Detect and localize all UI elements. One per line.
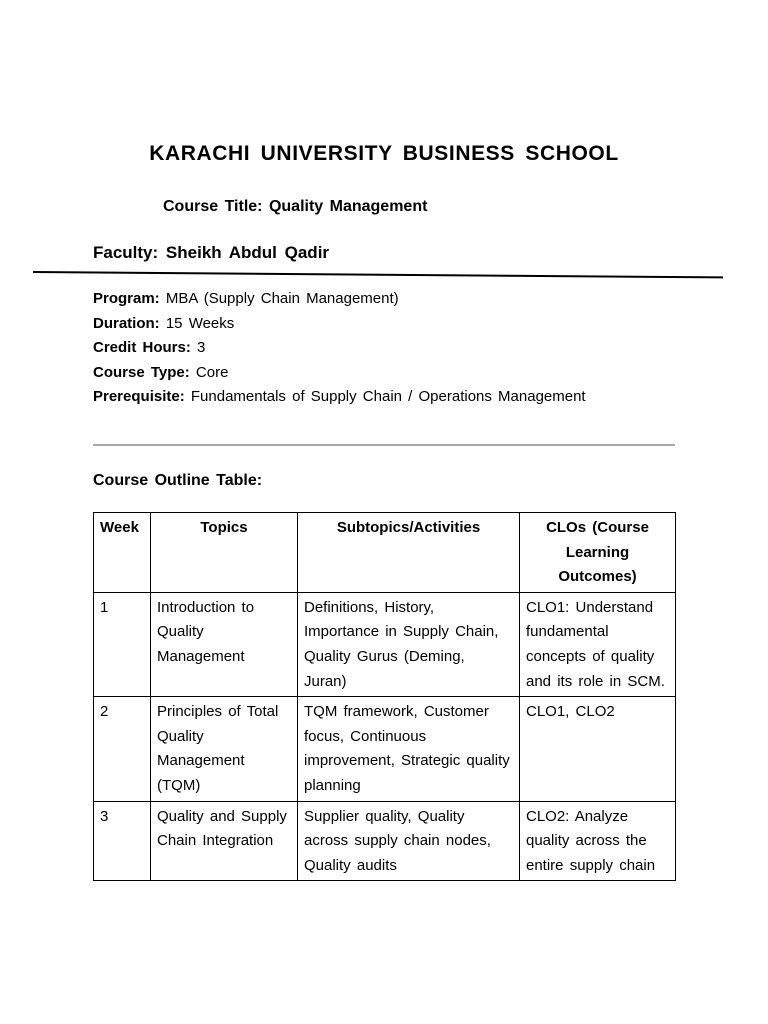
column-header-subtopics: Subtopics/Activities <box>298 513 520 593</box>
course-title <box>163 198 427 216</box>
clos-cell: CLO1: Understand fundamental concepts of quality and its role in SCM. <box>520 592 676 696</box>
clos-cell: CLO2: Analyze quality across the entire supply chain <box>520 801 676 881</box>
table-row <box>94 697 676 801</box>
week-cell: 1 <box>94 592 151 696</box>
table-header-row <box>94 513 676 593</box>
course-title-value: Quality Management <box>268 198 428 215</box>
column-header-topics: Topics <box>151 513 298 593</box>
subtopics-cell: Supplier quality, Quality across supply chain nodes, Quality audits <box>298 801 520 881</box>
meta-program-label: Program: <box>93 290 160 307</box>
faculty-label: Faculty: <box>93 243 159 262</box>
course-title-label: Course Title: <box>163 198 263 215</box>
outline-heading: Course Outline Table: <box>93 472 263 489</box>
faculty <box>93 243 329 263</box>
meta-prerequisite <box>93 387 586 412</box>
meta-duration <box>93 314 586 339</box>
header-divider <box>33 271 723 278</box>
course-meta <box>93 289 586 412</box>
section-divider <box>93 444 675 446</box>
meta-type-label: Course Type: <box>93 363 190 381</box>
meta-prereq-label: Prerequisite: <box>93 388 185 406</box>
column-header-clos: CLOs (Course Learning Outcomes) <box>520 513 676 593</box>
meta-duration-label: Duration: <box>93 314 160 332</box>
clos-cell: CLO1, CLO2 <box>520 697 676 801</box>
meta-credit-value: 3 <box>197 339 206 357</box>
week-cell: 3 <box>94 801 151 881</box>
school-title: KARACHI UNIVERSITY BUSINESS SCHOOL <box>149 142 619 165</box>
meta-credit-label: Credit Hours: <box>93 339 191 357</box>
week-cell: 2 <box>94 697 151 801</box>
meta-prereq-value: Fundamentals of Supply Chain / Operations Management <box>190 388 586 406</box>
faculty-value: Sheikh Abdul Qadir <box>165 243 330 262</box>
topic-cell: Quality and Supply Chain Integration <box>151 801 298 881</box>
table-row <box>94 801 676 881</box>
subtopics-cell: TQM framework, Customer focus, Continuous improvement, Strategic quality planning <box>298 697 520 801</box>
meta-program-value: MBA (Supply Chain Management) <box>165 290 399 307</box>
meta-course-type <box>93 363 586 388</box>
column-header-week: Week <box>94 513 151 593</box>
topic-cell: Introduction to Quality Management <box>151 592 298 696</box>
meta-type-value: Core <box>195 363 229 381</box>
meta-program <box>93 289 586 314</box>
topic-cell: Principles of Total Quality Management (TQM) <box>151 697 298 801</box>
subtopics-cell: Definitions, History, Importance in Supply Chain, Quality Gurus (Deming, Juran) <box>298 592 520 696</box>
course-outline-table <box>93 512 676 881</box>
meta-duration-value: 15 Weeks <box>165 314 235 332</box>
table-row <box>94 592 676 696</box>
meta-credit-hours <box>93 338 586 363</box>
